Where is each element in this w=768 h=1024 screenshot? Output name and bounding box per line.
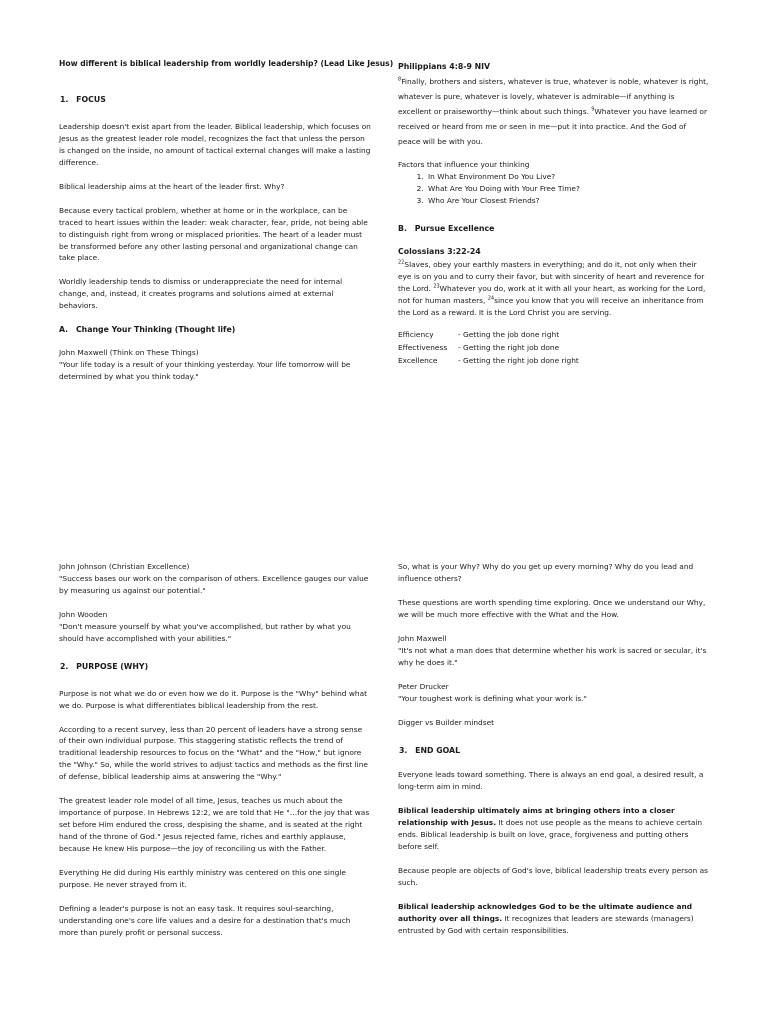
top-right-column (398, 61, 710, 368)
list-item: 2. What Are You Doing with Your Free Time? (426, 183, 710, 195)
quote-author: John Maxwell (Think on These Things) (59, 348, 199, 358)
section-heading-end-goal: 3. END GOAL (399, 745, 461, 755)
page-title: How different is biblical leadership from worldly leadership? (Lead Like Jesus) (59, 59, 394, 68)
quote-author: Peter Drucker (398, 681, 449, 691)
subsection-heading-excellence: B. Pursue Excellence (398, 224, 495, 234)
section-heading-purpose: 2. PURPOSE (WHY) (60, 661, 149, 671)
paragraph: Everyone leads toward something. There is always an end goal, a desired result, a long-term aim in mind. (398, 770, 704, 792)
quote-text: "Your toughest work is defining what your work is." (398, 693, 587, 703)
scripture-text: $^{22}$Slaves, obey your earthly masters in everything; and do it, not only when their eye is on you and to curry their favor, but with sincerity of heart and reverence for the Lord. $^{23}$Whatever you do, work at it with all your heart, as working for the Lord, not for human masters, $^{24}$since you know that you will receive an inheritance from the Lord as a reward. It is the Lord Christ you are serving. (398, 259, 706, 317)
list-intro: Factors that influence your thinking (398, 160, 530, 170)
paragraph: Biblical leadership ultimately aims at bringing others into a closer relationship with Jesus. It does not use people as the means to achieve certain ends. Biblical leadership is built on love, grace, forgiveness and putting others before self. (398, 806, 703, 852)
paragraph: Biblical leadership aims at the heart of the leader first. Why? (59, 181, 285, 191)
quote-author: John Maxwell (398, 633, 447, 643)
paragraph: Defining a leader's purpose is not an easy task. It requires soul-searching, understanding one's core life values and a desire for a destination that's much more than purely profit or personal success. (59, 904, 351, 938)
subsection-heading-thinking: A. Change Your Thinking (Thought life) (59, 325, 236, 335)
paragraph: Because every tactical problem, whether at home or in the workplace, can be traced to heart issues within the leader: weak character, fear, pride, not being able to distinguish right from wrong or misplaced priorities. The heart of a leader must be transformed before any other lasting personal and organizational change can take place. (59, 205, 368, 263)
definition-row: Effectiveness - Getting the right job done (398, 342, 560, 352)
definitions-table (398, 329, 579, 369)
quote-text: "Don't measure yourself by what you've accomplished, but rather by what you should have accomplished with your abilities." (59, 621, 351, 643)
quote-text: "Success bases our work on the comparison of others. Excellence gauges our value by measuring us against our potential." (59, 573, 369, 595)
quote-text: "Your life today is a result of your thinking yesterday. Your life tomorrow will be determined by what you think today." (59, 360, 351, 382)
scripture-reference: Philippians 4:8-9 NIV (398, 62, 491, 71)
paragraph: So, what is your Why? Why do you get up every morning? Why do you lead and influence others? (398, 562, 694, 583)
scripture-text: $^8$Finally, brothers and sisters, whatever is true, whatever is noble, whatever is right, whatever is pure, whatever is lovely, whatever is admirable—if anything is excellent or praiseworthy—think about such things. $^9$Whatever you have learned or received or heard from me or seen in me—put it into practice. And the God of peace will be with you. (398, 76, 709, 147)
paragraph: Because people are objects of God's love, biblical leadership treats every person as such. (398, 866, 708, 888)
quote-text: "It's not what a man does that determine whether his work is sacred or secular, it's why he does it." (398, 645, 707, 667)
paragraph: Everything He did during His earthly ministry was centered on this one single purpose. He never strayed from it. (59, 868, 346, 890)
paragraph: These questions are worth spending time exploring. Once we understand our Why, we will be much more effective with the What and the How. (398, 597, 706, 619)
paragraph: According to a recent survey, less than 20 percent of leaders have a strong sense of their own individual purpose. This staggering statistic reflects the trend of traditional leadership resources to focus on the "What" and the "How," but ignore the "Why." So, while the world strives to adjust tactics and methods as the first line of defense, biblical leadership aims at answering the "Why." (59, 724, 368, 782)
paragraph: The greatest leader role model of all time, Jesus, teaches us much about the importance of purpose. In Hebrews 12:2, we are told that He "…for the joy that was set before Him endured the cross, despising the shame, and is seated at the right hand of the throne of God." Jesus rejected fame, riches and earthly applause, because He knew His purpose—the joy of reconciling us with the Father. (59, 796, 370, 854)
factors-list (398, 171, 710, 207)
section-heading-focus: 1. FOCUS (60, 95, 106, 104)
paragraph: Biblical leadership acknowledges God to be the ultimate audience and authority over all things. It recognizes that leaders are stewards (managers) entrusted by God with certain responsibilities. (398, 902, 694, 936)
bottom-right-column (398, 561, 710, 937)
paragraph: Purpose is not what we do or even how we do it. Purpose is the "Why" behind what we do. Purpose is what differentiates biblical leadership from the rest. (59, 688, 367, 710)
definition-row: Efficiency - Getting the job done right (398, 329, 560, 339)
note: Digger vs Builder mindset (398, 717, 495, 727)
paragraph: Worldly leadership tends to dismiss or underappreciate the need for internal change, and, instead, it creates programs and solutions aimed at external behaviors. (59, 277, 343, 311)
paragraph: Leadership doesn't exist apart from the leader. Biblical leadership, which focuses on Jesus as the greatest leader role model, recognizes the fact that unless the person is changed on the inside, no amount of tactical external changes will make a lasting difference. (59, 121, 371, 167)
quote-author: John Wooden (59, 609, 108, 619)
bottom-left-column (59, 561, 371, 939)
top-left-column (59, 94, 371, 383)
quote-author: John Johnson (Christian Excellence) (59, 562, 190, 571)
list-item: 1. In What Environment Do You Live? (426, 171, 710, 183)
scripture-reference: Colossians 3:22-24 (398, 247, 481, 257)
definition-row: Excellence - Getting the right job done right (398, 356, 579, 366)
list-item: 3. Who Are Your Closest Friends? (426, 195, 710, 207)
